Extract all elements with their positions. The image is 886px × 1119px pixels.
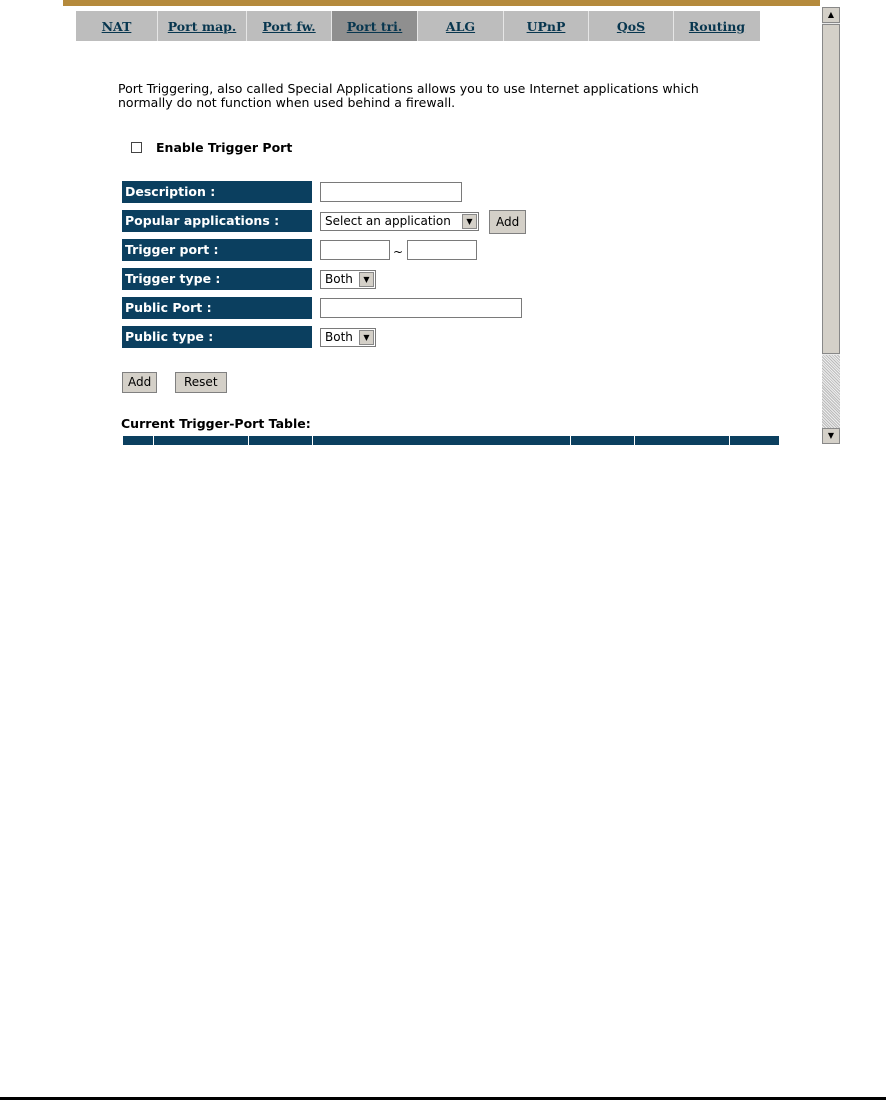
dropdown-arrow-icon: ▼ [462, 214, 477, 229]
scrollbar-track[interactable] [822, 355, 840, 428]
enable-trigger-label: Enable Trigger Port [156, 140, 293, 155]
trigger-port-from-input[interactable] [320, 240, 390, 260]
public-type-label: Public type : [122, 326, 312, 348]
table-header-cell [313, 436, 571, 445]
tab-bar [76, 11, 760, 41]
scrollbar-thumb[interactable] [822, 24, 840, 354]
intro-text [118, 82, 778, 110]
add-button[interactable]: Add [122, 372, 157, 393]
trigger-port-label: Trigger port : [122, 239, 312, 261]
table-title: Current Trigger-Port Table: [121, 416, 311, 431]
public-type-select[interactable] [320, 328, 376, 347]
table-header-cell [571, 436, 635, 445]
popular-applications-row [122, 210, 602, 232]
trigger-type-row [122, 268, 602, 290]
tab-port-fw[interactable]: Port fw. [247, 11, 332, 41]
popular-applications-value: Select an application [325, 214, 451, 228]
trigger-port-to-input[interactable] [407, 240, 477, 260]
vertical-scrollbar[interactable] [822, 7, 840, 444]
trigger-type-select[interactable] [320, 270, 376, 289]
popular-applications-label: Popular applications : [122, 210, 312, 232]
description-label: Description : [122, 181, 312, 203]
tab-routing[interactable]: Routing [688, 18, 746, 34]
tab-port-map[interactable]: Port map. [158, 11, 247, 41]
enable-trigger-checkbox[interactable] [131, 142, 142, 153]
router-config-page [63, 0, 820, 445]
tab-upnp[interactable]: UPnP [504, 11, 589, 41]
page-bottom-rule [0, 1097, 886, 1100]
public-type-value: Both [325, 330, 353, 344]
trigger-port-row [122, 239, 602, 261]
enable-trigger-port-row [131, 140, 292, 155]
description-row [122, 181, 602, 203]
tab-alg[interactable]: ALG [418, 11, 504, 41]
table-header-cell [249, 436, 313, 445]
trigger-port-table-header [123, 436, 779, 445]
trigger-port-separator: ~ [393, 245, 404, 259]
popular-applications-select[interactable] [320, 212, 479, 231]
intro-line-2: normally do not function when used behind a firewall. [118, 95, 456, 110]
public-type-row [122, 326, 602, 348]
scroll-up-arrow-icon[interactable]: ▲ [822, 7, 840, 23]
tab-port-tri[interactable]: Port tri. [332, 11, 418, 41]
trigger-type-value: Both [325, 272, 353, 286]
public-port-input[interactable] [320, 298, 522, 318]
trigger-type-label: Trigger type : [122, 268, 312, 290]
table-header-cell [123, 436, 154, 445]
tab-qos[interactable]: QoS [589, 11, 674, 41]
dropdown-arrow-icon: ▼ [359, 272, 374, 287]
table-header-cell [154, 436, 249, 445]
reset-button[interactable]: Reset [175, 372, 227, 393]
intro-line-1: Port Triggering, also called Special Applications allows you to use Internet applications which [118, 81, 699, 96]
scroll-down-arrow-icon[interactable]: ▼ [822, 428, 840, 444]
popular-add-button[interactable]: Add [489, 210, 526, 234]
dropdown-arrow-icon: ▼ [359, 330, 374, 345]
table-header-cell [730, 436, 779, 445]
top-accent-bar [63, 0, 820, 6]
public-port-label: Public Port : [122, 297, 312, 319]
tab-nat[interactable]: NAT [76, 11, 158, 41]
description-input[interactable] [320, 182, 462, 202]
table-header-cell [635, 436, 730, 445]
public-port-row [122, 297, 602, 319]
